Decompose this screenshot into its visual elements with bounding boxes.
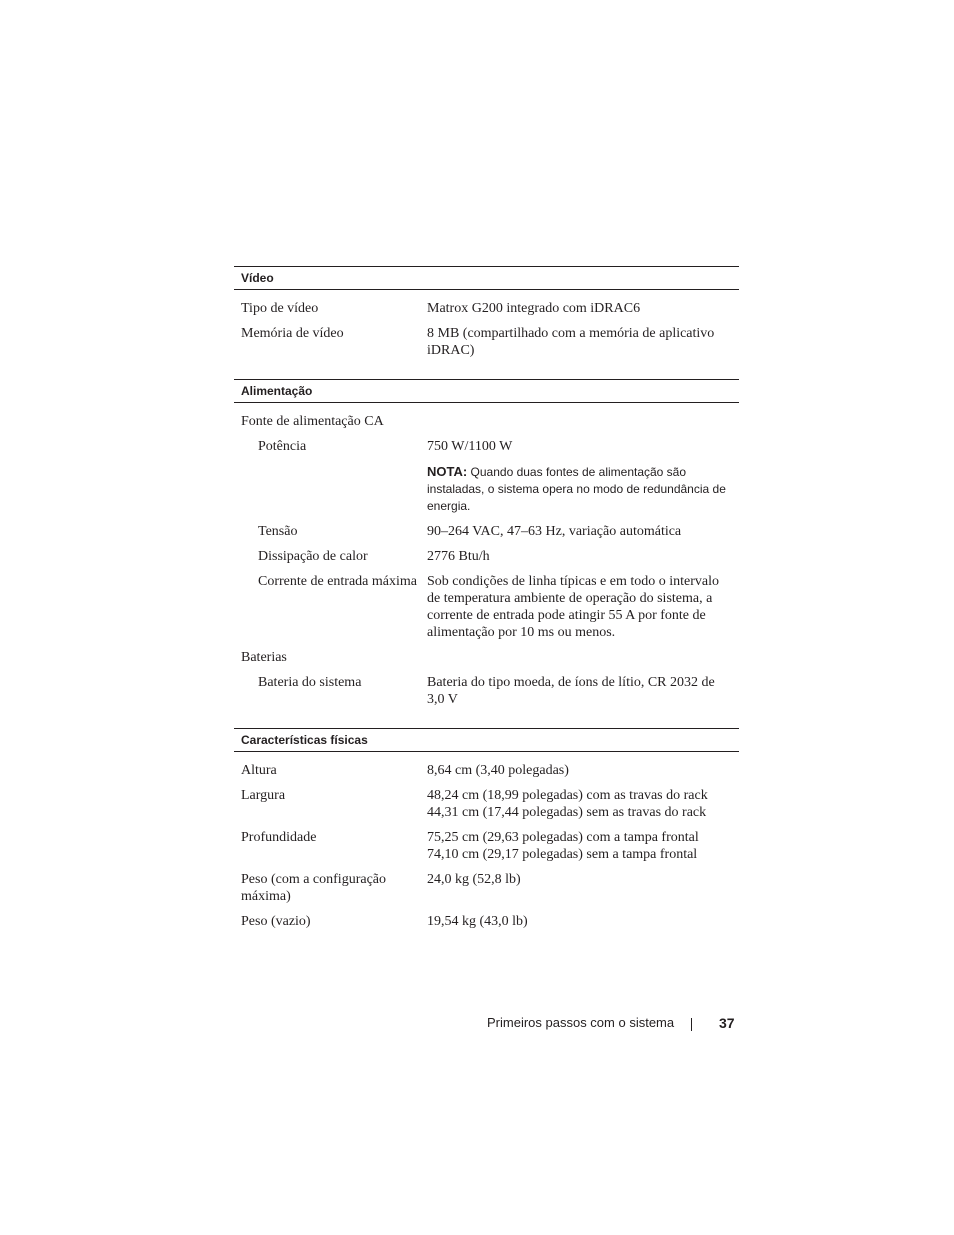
spec-label: Baterias <box>241 650 287 665</box>
section-video <box>234 266 739 367</box>
spec-row <box>234 913 739 930</box>
spec-label: Dissipação de calor <box>258 549 368 564</box>
spec-value: Matrox G200 integrado com iDRAC6 <box>427 301 641 316</box>
spec-value: 8,64 cm (3,40 polegadas) <box>427 763 569 778</box>
spec-value: Bateria do tipo moeda, de íons de lítio, CR 2032 de 3,0 V <box>427 675 715 707</box>
spec-label: Memória de vídeo <box>241 326 344 341</box>
spec-table <box>234 266 739 938</box>
spec-label: Largura <box>241 788 286 803</box>
spec-value: 90–264 VAC, 47–63 Hz, variação automática <box>427 524 682 539</box>
spec-label: Peso (com a configuração máxima) <box>241 872 386 904</box>
spec-label: Fonte de alimentação CA <box>241 414 384 429</box>
footer-title: Primeiros passos com o sistema <box>487 1015 675 1030</box>
spec-row <box>234 523 739 540</box>
note-row <box>234 463 739 515</box>
spec-value: 8 MB (compartilhado com a memória de aplicativo iDRAC) <box>427 326 715 358</box>
spec-label: Potência <box>258 439 307 454</box>
spec-value: 48,24 cm (18,99 polegadas) com as travas do rack 44,31 cm (17,44 polegadas) sem as travas do rack <box>427 788 708 820</box>
spec-row <box>234 871 739 905</box>
spec-row <box>234 674 739 708</box>
spec-value: 2776 Btu/h <box>427 549 490 564</box>
section-alimentacao <box>234 379 739 716</box>
spec-row <box>234 649 739 666</box>
spec-value: Sob condições de linha típicas e em todo o intervalo de temperatura ambiente de operação do sistema, a corrente de entrada pode atingir 55 A por fonte de alimentação por 10 ms ou menos. <box>427 574 719 640</box>
note-prefix: NOTA: <box>427 464 468 479</box>
spec-value <box>427 649 732 666</box>
spec-value: 75,25 cm (29,63 polegadas) com a tampa frontal 74,10 cm (29,17 polegadas) sem a tampa frontal <box>427 830 699 862</box>
section-heading: Características físicas <box>234 728 739 752</box>
spec-row <box>234 573 739 641</box>
spec-row <box>234 548 739 565</box>
spec-label: Peso (vazio) <box>241 914 311 929</box>
note-text: Quando duas fontes de alimentação são instaladas, o sistema opera no modo de redundância de energia. <box>427 465 726 513</box>
spec-row <box>234 300 739 317</box>
spec-value: 750 W/1100 W <box>427 439 513 454</box>
spec-label: Corrente de entrada máxima <box>258 574 417 589</box>
spec-value: 24,0 kg (52,8 lb) <box>427 872 521 887</box>
spec-label: Tensão <box>258 524 298 539</box>
section-heading: Vídeo <box>234 266 739 290</box>
spec-label: Bateria do sistema <box>258 675 362 690</box>
spec-row <box>234 413 739 430</box>
spec-row <box>234 829 739 863</box>
section-heading: Alimentação <box>234 379 739 403</box>
spec-row <box>234 787 739 821</box>
spec-value <box>427 413 732 430</box>
spec-row <box>234 438 739 455</box>
note <box>427 463 732 515</box>
spec-label: Profundidade <box>241 830 317 845</box>
footer-divider <box>691 1018 692 1031</box>
spec-row <box>234 762 739 779</box>
spec-label: Altura <box>241 763 277 778</box>
page-number: 37 <box>719 1015 735 1031</box>
spec-value: 19,54 kg (43,0 lb) <box>427 914 528 929</box>
spec-row <box>234 325 739 359</box>
spec-label: Tipo de vídeo <box>241 301 319 316</box>
section-caracteristicas-fisicas <box>234 728 739 938</box>
